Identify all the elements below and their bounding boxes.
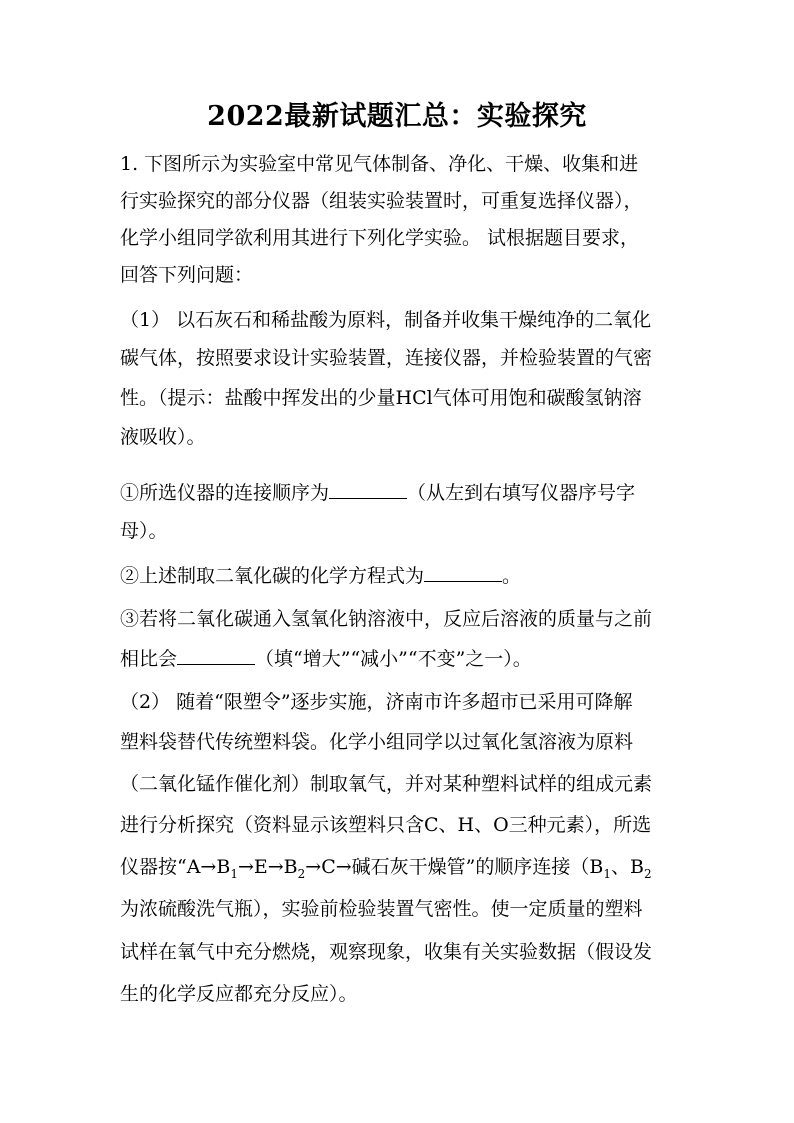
q1-sub3-line-1: ③若将二氧化碳通入氢氧化钠溶液中，反应后溶液的质量与之前	[120, 608, 653, 630]
q1-part2-line-6: 为浓硫酸洗气瓶），实验前检验装置气密性。使一定质量的塑料	[120, 898, 643, 920]
seq-text-2: →E→B	[237, 856, 298, 878]
q1-sub1-line-1	[120, 480, 680, 505]
q1-part1-line-2: 碳气体，按照要求设计实验装置，连接仪器，并检验装置的气密	[120, 347, 653, 369]
q1-sub3-line-2	[120, 646, 680, 671]
q1-intro-line-3: 化学小组同学欲利用其进行下列化学实验。 试根据题目要求，	[120, 227, 640, 249]
q1-part2-line-2: 塑料袋替代传统塑料袋。化学小组同学以过氧化氢溶液为原料	[120, 731, 634, 753]
seq-sub-3: 1	[603, 866, 611, 879]
seq-text-4: 、B	[610, 856, 644, 878]
q1-part2-line-1: （2） 随着“限塑令”逐步实施，济南市许多超市已采用可降解	[120, 691, 633, 713]
q1-sub2-line	[120, 563, 680, 588]
seq-sub-1: 1	[230, 866, 238, 879]
document-title: 2022最新试题汇总：实验探究	[207, 101, 587, 132]
answer-blank-3[interactable]	[177, 646, 255, 665]
seq-sub-2: 2	[297, 866, 306, 879]
seq-sub-4: 2	[643, 866, 652, 879]
q1-part2-line-7: 试样在氧气中充分燃烧，观察现象，收集有关实验数据（假设发	[120, 941, 653, 963]
q1-sub2-text-b: 。	[502, 565, 522, 587]
q1-intro-line-4: 回答下列问题：	[120, 264, 254, 286]
q1-sub3-text-c: （填“增大”“减小”“不变”之一）。	[255, 648, 532, 670]
seq-text-1: 仪器按“A→B	[120, 856, 231, 878]
answer-blank-1[interactable]	[329, 480, 407, 499]
q1-sub1-line-2: 母）。	[120, 520, 168, 542]
answer-blank-2[interactable]	[424, 563, 502, 582]
q1-sub1-text-a: ①所选仪器的连接顺序为	[120, 482, 330, 504]
q1-intro-line-2: 行实验探究的部分仪器（组装实验装置时，可重复选择仪器），	[120, 190, 643, 212]
q1-part1-line-4: 液吸收）。	[120, 426, 206, 448]
q1-part2-line-8: 生的化学反应都充分反应）。	[120, 983, 358, 1005]
q1-sub1-text-b: （从左到右填写仪器序号字	[407, 482, 636, 504]
q1-part2-line-3: （二氧化锰作催化剂）制取氧气，并对某种塑料试样的组成元素	[120, 773, 653, 795]
q1-part2-line-4: 进行分析探究（资料显示该塑料只含C、H、O三种元素），所选	[120, 814, 652, 836]
seq-text-3: →C→碱石灰干燥管”的顺序连接（B	[305, 856, 604, 878]
q1-part1-line-1: （1） 以石灰石和稀盐酸为原料，制备并收集干燥纯净的二氧化	[120, 309, 652, 331]
q1-sub2-text-a: ②上述制取二氧化碳的化学方程式为	[120, 565, 425, 587]
q1-part1-line-3: 性。（提示：盐酸中挥发出的少量HCl气体可用饱和碳酸氢钠溶	[120, 387, 642, 409]
q1-part2-sequence-line	[120, 855, 680, 879]
q1-intro-line-1: 1. 下图所示为实验室中常见气体制备、净化、干燥、收集和进	[120, 153, 639, 175]
q1-sub3-text-b: 相比会	[120, 648, 178, 670]
